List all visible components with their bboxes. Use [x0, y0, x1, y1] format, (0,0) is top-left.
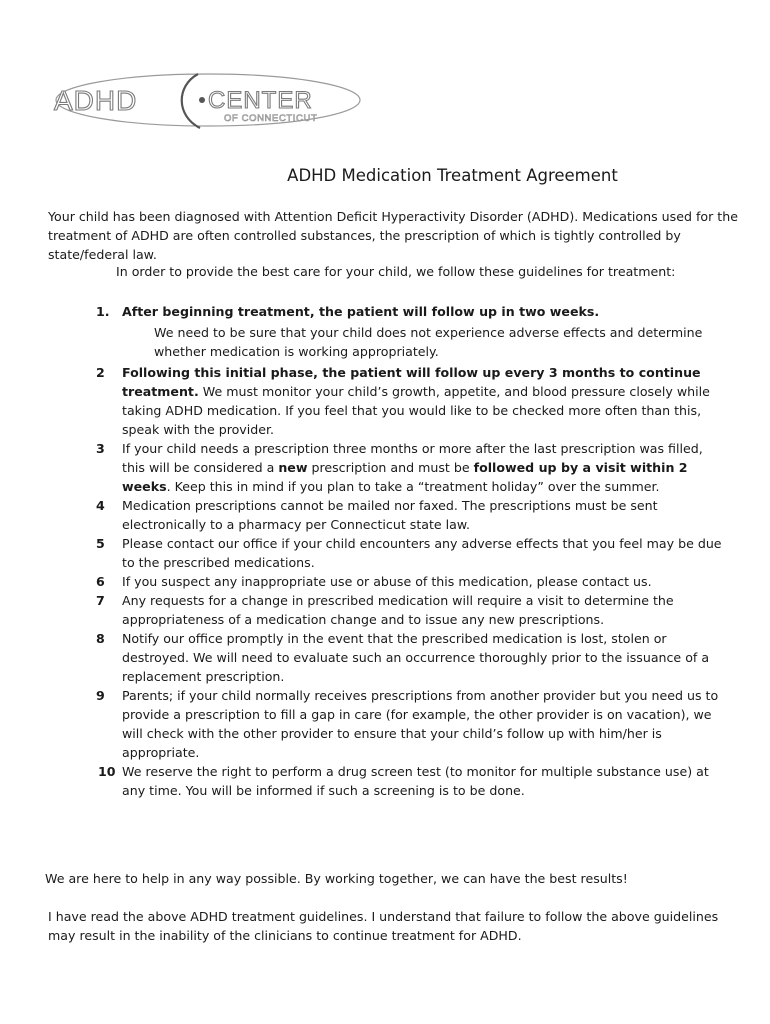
logo-graphic — [48, 66, 368, 136]
list-item — [96, 686, 726, 762]
intro-guidelines-text: In order to provide the best care for your child, we follow these guidelines for treatment: — [116, 264, 676, 279]
item-text: If you suspect any inappropriate use or abuse of this medication, please contact us. — [122, 574, 652, 589]
item-bold-text: After beginning treatment, the patient will follow up in two weeks. — [122, 304, 600, 319]
guidelines-list — [96, 302, 726, 800]
logo-swoosh-arc — [182, 74, 200, 128]
item-text: Parents; if your child normally receives prescriptions from another provider but you need us to provide a prescription to fill a gap in care (for example, the other provider is on vacation), we will check with the other provider to ensure that your child’s follow up with him/her is appropriate. — [122, 688, 719, 760]
intro-paragraph: Your child has been diagnosed with Attention Deficit Hyperactivity Disorder (ADHD). Medications used for the treatment of ADHD are often controlled substances, the prescription of which is tightly controlled by state/federal law. — [48, 209, 738, 262]
item-text: We reserve the right to perform a drug screen test (to monitor for multiple substance use) at any time. You will be informed if such a screening is to be done. — [122, 764, 709, 798]
item-text: Please contact our office if your child encounters any adverse effects that you feel may be due to the prescribed medications. — [122, 536, 722, 570]
item-text: Medication prescriptions cannot be mailed nor faxed. The prescriptions must be sent electronically to a pharmacy per Connecticut state law. — [122, 498, 658, 532]
logo-dot — [199, 97, 205, 103]
adhd-center-logo — [48, 66, 368, 136]
item-text: Any requests for a change in prescribed medication will require a visit to determine the appropriateness of a medication change and to issue any new prescriptions. — [122, 593, 674, 627]
item-number: 4 — [96, 498, 105, 513]
list-item — [96, 439, 726, 496]
list-item — [96, 591, 726, 629]
list-item — [96, 302, 726, 363]
logo-text-adhd: ADHD — [54, 85, 138, 116]
closing-statement: We are here to help in any way possible. By working together, we can have the best results! — [45, 871, 628, 886]
item-bold-text: new — [278, 460, 308, 475]
item-text: We must monitor your child’s growth, appetite, and blood pressure closely while taking ADHD medication. If you feel that you would like to be checked more often than this, speak with the provider. — [122, 384, 710, 437]
intro-guidelines-paragraph — [46, 262, 736, 281]
list-item — [96, 496, 726, 534]
item-number: 2 — [96, 365, 105, 380]
logo-text-center: CENTER — [208, 87, 313, 114]
item-number: 10 — [98, 764, 116, 779]
document-title: ADHD Medication Treatment Agreement — [287, 166, 618, 185]
item-text: Notify our office promptly in the event that the prescribed medication is lost, stolen or destroyed. We will need to evaluate such an occurrence thoroughly prior to the issuance of a replacement prescription. — [122, 631, 710, 684]
acknowledgement-statement: I have read the above ADHD treatment guidelines. I understand that failure to follow the above guidelines may result in the inability of the clinicians to continue treatment for ADHD. — [48, 909, 719, 943]
logo-text-connecticut: OF CONNECTICUT — [224, 113, 318, 124]
item-text: If your child needs a prescription three months or more after the last prescription was filled, this will be considered a — [122, 441, 703, 475]
list-item — [96, 534, 726, 572]
item-text: . Keep this in mind if you plan to take a “treatment holiday” over the summer. — [166, 479, 660, 494]
item-number: 7 — [96, 593, 105, 608]
item-bold-text: Following this initial phase, the patient will follow up every 3 months to continue treatment. — [122, 365, 701, 399]
item-sub-text: We need to be sure that your child does not experience adverse effects and determine whether medication is working appropriately. — [154, 325, 703, 359]
list-item — [96, 629, 726, 686]
item-number: 5 — [96, 536, 105, 551]
list-item — [96, 762, 726, 800]
list-item — [96, 572, 726, 591]
item-number: 6 — [96, 574, 105, 589]
item-bold-text: followed up by a visit within 2 weeks — [122, 460, 688, 494]
list-item — [96, 363, 726, 439]
item-number: 8 — [96, 631, 105, 646]
item-number: 9 — [96, 688, 105, 703]
item-text: prescription and must be — [307, 460, 474, 475]
item-number: 1. — [96, 304, 110, 319]
item-number: 3 — [96, 441, 105, 456]
